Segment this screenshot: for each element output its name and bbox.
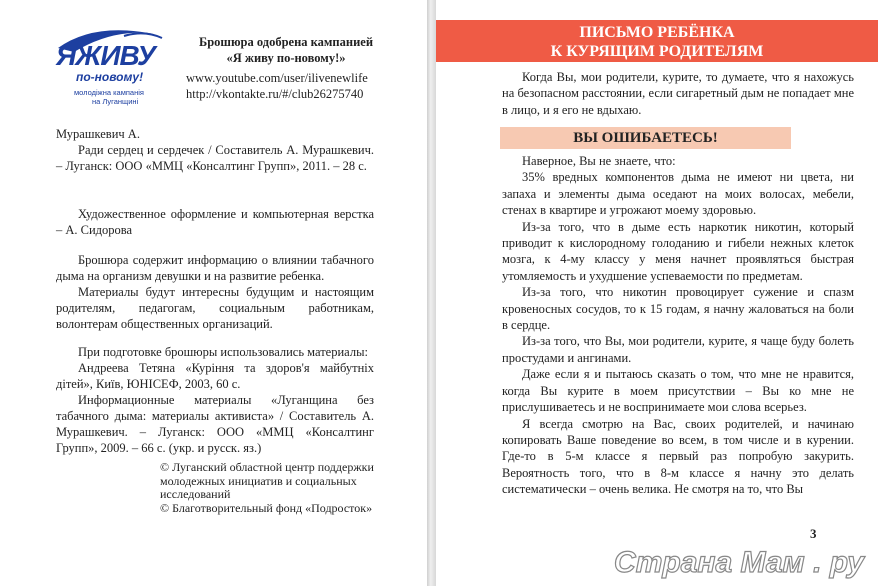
title-line-2: К КУРЯЩИМ РОДИТЕЛЯМ: [550, 43, 764, 60]
intro-paragraph: Когда Вы, мои родители, курите, то думаете, что я нахожусь на безопасном расстоянии, если сигаретный дым не попадает мне в лицо, и я его не вдыхаю.: [502, 70, 854, 117]
approval-block: [186, 34, 386, 102]
body-paragraph: Из-за того, что в дыме есть наркотик никотин, который приводит к кислородному голоданию и гибели нежных клеток мозга, к 4-му классу у меня начнет проявляться быстрая утомляемость и ухудшение успеваемости по предметам.: [502, 219, 854, 283]
source-1: Андреева Тетяна «Куріння та здоров'я майбутніх дітей», Київ, ЮНІСЕФ, 2003, 60 с.: [56, 361, 374, 391]
logo-tagline-2: на Луганщині: [92, 97, 139, 106]
approval-line-2: «Я живу по-новому!»: [226, 51, 346, 65]
body-text: [502, 153, 854, 498]
copyright-1: © Луганский областной центр поддержки молодежных инициатив и социальных исследований: [160, 460, 374, 501]
body-paragraph: Даже если я и пытаюсь сказать о том, что мне не нравится, когда Вы курите в моем присутствии – Вы ко мне не прислушиваетесь и не воспринимаете мои слова всерьез.: [502, 367, 854, 415]
approval-line-1: Брошюра одобрена кампанией: [198, 35, 374, 49]
description-block: [56, 252, 374, 332]
youtube-link[interactable]: www.youtube.com/user/ilivenewlife: [186, 71, 368, 85]
vkontakte-link[interactable]: http://vkontakte.ru/#/club26275740: [186, 87, 364, 101]
book-gutter: [427, 0, 436, 586]
body-paragraph: Из-за того, что Вы, мои родители, курите, я чаще буду болеть простудами и ангинами.: [502, 334, 854, 365]
author-block: [56, 126, 374, 174]
sources-intro: При подготовке брошюры использовались материалы:: [78, 345, 368, 359]
subheading: ВЫ ОШИБАЕТЕСЬ!: [500, 127, 791, 149]
author-name: Мурашкевич А.: [56, 127, 140, 141]
site-watermark: Страна Мам . ру: [614, 546, 864, 579]
right-page: [436, 0, 878, 586]
bibliography: Ради сердец и сердечек / Составитель А. Мурашкевич. – Луганск: ООО «ММЦ «Консалтинг Групп», 2011. – 28 с.: [56, 143, 374, 173]
logo-tagline-1: молодіжна кампанія: [74, 88, 144, 97]
description-1: Брошюра содержит информацию о влиянии табачного дыма на организм девушки и на развитие ребенка.: [56, 253, 374, 283]
body-paragraph: 35% вредных компонентов дыма не имеют ни цвета, ни запаха и элементы дыма оседают на моих волосах, мебели, стенах в квартире и угрожают моему здоровью.: [502, 170, 854, 218]
logo-sub-text: по-новому!: [76, 70, 144, 84]
intro-block: [502, 69, 854, 118]
page-number: 3: [810, 526, 817, 541]
design-credit: Художественное оформление и компьютерная верстка – А. Сидорова: [56, 207, 374, 237]
body-paragraph: Наверное, Вы не знаете, что:: [522, 154, 676, 168]
logo-main-text: ЯЖИВУ: [56, 40, 155, 71]
design-credit-block: [56, 206, 374, 238]
page-title: [436, 20, 878, 62]
title-line-1: ПИСЬМО РЕБЁНКА: [579, 24, 735, 41]
sources-block: [56, 344, 374, 456]
description-2: Материалы будут интересны будущим и настоящим родителям, педагогам, социальным работникам, волонтерам общественных организаций.: [56, 285, 374, 331]
body-paragraph: Я всегда смотрю на Вас, своих родителей, и начинаю копировать Ваше поведение во всем, в том числе и в курении. Где-то в 5-м классе я первый раз попробую закурить. Вероятность того, что в 8-м классе я начну это делать систематически – очень велика. Не смотря на то, что Вы: [502, 416, 854, 497]
body-paragraph: Из-за того, что никотин провоцирует сужение и спазм кровеносных сосудов, то к 15 годам, я начну жаловаться на боли в сердце.: [502, 285, 854, 333]
copyright-2: © Благотворительный фонд «Подросток»: [160, 500, 373, 515]
campaign-logo: [54, 28, 166, 110]
left-page: [0, 0, 427, 586]
copyright-block: [160, 461, 390, 515]
source-2: Информационные материалы «Луганщина без табачного дыма: материалы активиста» / Составитель А. Мурашкевич. – Луганск: ООО «ММЦ «Консалтинг Групп», 2009. – 66 с. (укр. и русск. яз.): [56, 393, 374, 455]
